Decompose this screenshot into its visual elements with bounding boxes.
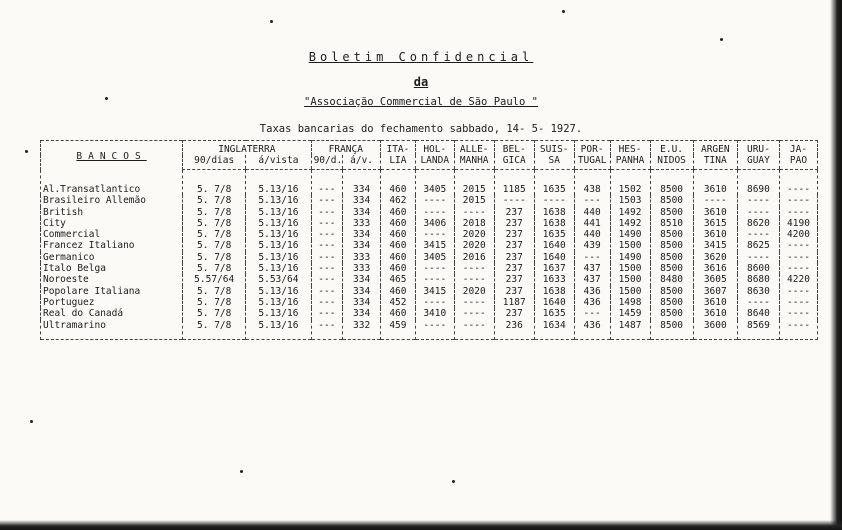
scan-speck [720,38,723,41]
rate-cell: 8500 [650,252,693,263]
rate-cell: 3415 [693,240,737,251]
header-portugal-2: TUGAL [574,155,610,170]
rate-cell: 8500 [650,207,693,218]
rate-cell: ---- [494,195,534,206]
rate-cell: 440 [574,207,610,218]
header-uruguay: URU- [737,141,779,156]
rate-cell: --- [311,274,343,285]
rate-cell: 2016 [454,252,494,263]
rate-cell: 452 [381,297,416,308]
rate-cell: --- [574,308,610,319]
bank-name: Popolare Italiana [41,286,183,297]
table-row [41,195,818,206]
table-row [41,263,818,274]
rate-cell: --- [574,252,610,263]
bank-name: Brasileiro Allemão [41,195,183,206]
bank-name: Italo Belga [41,263,183,274]
rate-cell: --- [311,218,343,229]
rate-cell: 5. 7/8 [183,218,246,229]
header-suissa-2: SA [534,155,574,170]
rate-cell: 1640 [534,252,574,263]
rate-cell: 237 [494,252,534,263]
rate-cell: 1635 [534,229,574,240]
rate-cell: ---- [415,297,454,308]
rate-cell: 3620 [693,252,737,263]
rate-cell: ---- [415,207,454,218]
rate-cell: 3610 [693,297,737,308]
rate-cell: 460 [381,308,416,319]
rate-cell: 460 [381,286,416,297]
rate-cell: 2020 [454,229,494,240]
header-belgica: BEL- [494,141,534,156]
rate-cell: 2018 [454,218,494,229]
rate-cell: --- [311,286,343,297]
rate-cell: 333 [343,252,381,263]
rate-cell: 1638 [534,207,574,218]
rate-cell: 333 [343,263,381,274]
scan-speck [30,420,33,423]
rate-cell: 5. 7/8 [183,170,246,196]
rate-cell: 1635 [534,308,574,319]
rate-cell: 3600 [693,320,737,340]
subheader-ing-90: 90/dias [183,155,246,170]
rate-cell: 4200 [779,229,817,240]
rate-cell: 439 [574,240,610,251]
rate-cell: 8680 [737,274,779,285]
rate-cell: ---- [779,195,817,206]
scan-speck [240,470,243,473]
rate-cell: 1185 [494,170,534,196]
rate-cell: 5.13/16 [246,286,311,297]
subheader-ing-vista: á/vista [246,155,311,170]
table-row [41,240,818,251]
scan-speck [270,20,273,23]
rate-cell: ---- [415,195,454,206]
rate-cell: 334 [343,229,381,240]
rate-cell: 334 [343,286,381,297]
rate-cell: 237 [494,308,534,319]
header-italia: ITA- [381,141,416,156]
rate-cell: 8510 [650,218,693,229]
header-allemanha-2: MANHA [454,155,494,170]
rate-cell: 8630 [737,286,779,297]
rate-cell: --- [311,308,343,319]
header-allemanha: ALLE- [454,141,494,156]
rate-cell: 3415 [415,286,454,297]
rate-cell: 460 [381,240,416,251]
scan-speck [452,480,455,483]
table-row [41,252,818,263]
bank-name: Al.Transatlantico [41,170,183,196]
rate-cell: 334 [343,308,381,319]
rate-cell: 437 [574,274,610,285]
rate-cell: ---- [737,195,779,206]
rate-cell: 1498 [610,297,650,308]
rate-cell: 1634 [534,320,574,340]
rate-cell: --- [311,170,343,196]
rate-cell: 334 [343,297,381,308]
table-row [41,308,818,319]
rate-cell: 460 [381,170,416,196]
rate-cell: ---- [415,320,454,340]
rate-cell: 1503 [610,195,650,206]
bank-name: City [41,218,183,229]
association-name: "Associação Commercial de São Paulo " [304,96,538,108]
rate-cell: ---- [779,252,817,263]
header-eu-2: NIDOS [650,155,693,170]
rate-cell: 441 [574,218,610,229]
rate-cell: 4190 [779,218,817,229]
rate-cell: 1500 [610,286,650,297]
rate-cell: 8500 [650,320,693,340]
rate-cell: 236 [494,320,534,340]
rate-cell: ---- [415,263,454,274]
rate-cell: 4220 [779,274,817,285]
rate-cell: 5.13/16 [246,240,311,251]
rate-cell: 237 [494,286,534,297]
header-belgica-2: GICA [494,155,534,170]
rate-cell: --- [311,252,343,263]
rate-cell: 3610 [693,207,737,218]
header-uruguay-2: GUAY [737,155,779,170]
rate-cell: 8480 [650,274,693,285]
bank-name: Ultramarino [41,320,183,340]
rate-cell: --- [311,240,343,251]
rate-cell: 5. 7/8 [183,263,246,274]
rate-cell: 5. 7/8 [183,286,246,297]
scan-speck [25,150,28,153]
rate-cell: ---- [454,263,494,274]
rate-cell: 1638 [534,218,574,229]
rate-cell: 333 [343,218,381,229]
rate-cell: 460 [381,263,416,274]
table-row [41,297,818,308]
rate-cell: 3605 [693,274,737,285]
rate-cell: 1633 [534,274,574,285]
rate-cell: ---- [779,170,817,196]
scan-speck [562,10,565,13]
rate-cell: 8569 [737,320,779,340]
rate-cell: 5.13/16 [246,229,311,240]
rate-cell: 8500 [650,229,693,240]
rate-cell: 237 [494,218,534,229]
rate-cell: 5.13/16 [246,218,311,229]
rate-cell: --- [574,195,610,206]
rate-cell: 3616 [693,263,737,274]
header-hollanda: HOL- [415,141,454,156]
rate-cell: 1492 [610,207,650,218]
rate-cell: 5.13/16 [246,207,311,218]
rate-cell: 5.13/16 [246,297,311,308]
rate-cell: 332 [343,320,381,340]
rate-cell: 460 [381,207,416,218]
rate-cell: 3405 [415,170,454,196]
rate-cell: 1490 [610,229,650,240]
rate-cell: 1459 [610,308,650,319]
rate-cell: ---- [779,263,817,274]
bank-name: Noroeste [41,274,183,285]
rate-cell: 334 [343,195,381,206]
rate-cell: 459 [381,320,416,340]
rate-cell: 3610 [693,229,737,240]
rate-cell: ---- [415,229,454,240]
rate-cell: 462 [381,195,416,206]
rate-cell: 3406 [415,218,454,229]
subheader-franca-90: 90/d. [311,155,343,170]
rate-cell: 8625 [737,240,779,251]
header-suissa: SUIS- [534,141,574,156]
rate-cell: 3610 [693,170,737,196]
rate-cell: 334 [343,170,381,196]
rate-cell: 5.13/16 [246,320,311,340]
rate-cell: 460 [381,229,416,240]
header-japao-2: PÃO [779,155,817,170]
rate-cell: ---- [454,297,494,308]
header-argentina-2: TINA [693,155,737,170]
rate-cell: 5. 7/8 [183,207,246,218]
rate-cell: 2020 [454,240,494,251]
rate-cell: 1187 [494,297,534,308]
rate-cell: ---- [779,308,817,319]
header-argentina: ARGEN [693,141,737,156]
rate-cell: 8500 [650,297,693,308]
rate-cell: ---- [737,252,779,263]
table-row [41,320,818,340]
rate-cell: 3415 [415,240,454,251]
rate-cell: 1500 [610,263,650,274]
rate-cell: 465 [381,274,416,285]
header-italia-2: LIA [381,155,416,170]
rate-cell: 237 [494,263,534,274]
bank-name: Commercial [41,229,183,240]
header-franca: FRANÇA [311,141,380,156]
header-inglaterra: INGLATERRA [183,141,311,156]
exchange-rates-table [40,140,818,340]
rate-cell: 5.13/16 [246,195,311,206]
bulletin-connector: da [413,75,429,89]
rate-cell: 8500 [650,308,693,319]
rate-cell: 1490 [610,252,650,263]
rate-cell: 436 [574,286,610,297]
rate-cell: --- [311,320,343,340]
rate-cell: 436 [574,297,610,308]
rate-cell: ---- [454,308,494,319]
rate-cell: ---- [454,320,494,340]
rate-cell: 8500 [650,170,693,196]
rate-cell: 8640 [737,308,779,319]
rate-cell: 334 [343,274,381,285]
header-portugal: POR- [574,141,610,156]
rate-cell: ---- [779,286,817,297]
rate-cell: 5. 7/8 [183,320,246,340]
rate-cell: --- [311,229,343,240]
rate-cell: 237 [494,274,534,285]
rate-cell: ---- [779,320,817,340]
rate-cell: 1500 [610,240,650,251]
rate-cell: 2015 [454,195,494,206]
table-row [41,274,818,285]
rate-cell: 2020 [454,286,494,297]
rate-cell: --- [311,263,343,274]
rate-cell: ---- [779,297,817,308]
rate-cell: --- [311,195,343,206]
rate-cell: 8500 [650,195,693,206]
rate-cell: 334 [343,207,381,218]
rate-cell: 8620 [737,218,779,229]
rate-cell: ---- [779,207,817,218]
rate-cell: 437 [574,263,610,274]
rate-cell: 3610 [693,308,737,319]
subheader-franca-vista: á/v. [343,155,381,170]
header-eu: E.U. [650,141,693,156]
rate-cell: 5.13/16 [246,308,311,319]
header-hespanha: HES- [610,141,650,156]
rate-cell: --- [311,297,343,308]
rate-cell: 436 [574,320,610,340]
rate-cell: 2015 [454,170,494,196]
rate-cell: 334 [343,240,381,251]
rate-cell: 5.13/16 [246,252,311,263]
rate-cell: 8500 [650,240,693,251]
rate-cell: ---- [737,207,779,218]
table-row [41,286,818,297]
table-row [41,229,818,240]
table-row [41,207,818,218]
table-row [41,170,818,196]
rate-cell: 5. 7/8 [183,252,246,263]
rate-cell: 460 [381,218,416,229]
rate-cell: ---- [454,274,494,285]
rate-cell: 5.53/64 [246,274,311,285]
rate-cell: --- [311,207,343,218]
bank-name: Real do Canadá [41,308,183,319]
bank-name: British [41,207,183,218]
bank-name: Francez Italiano [41,240,183,251]
bank-name: Germanico [41,252,183,263]
rate-cell: 5.57/64 [183,274,246,285]
rates-subtitle: Taxas bancarias do fechamento sabbado, 14- 5- 1927. [259,123,583,135]
rate-cell: 1638 [534,286,574,297]
rate-cell: 1500 [610,274,650,285]
header-hollanda-2: LANDA [415,155,454,170]
rate-cell: ---- [454,207,494,218]
rate-cell: 5. 7/8 [183,240,246,251]
rate-cell: 3615 [693,218,737,229]
bank-name: Portuguez [41,297,183,308]
rate-cell: ---- [415,274,454,285]
scan-edge-bottom [0,520,842,530]
rate-cell: 438 [574,170,610,196]
banks-header: BANCOS [41,141,183,170]
rate-cell: 8690 [737,170,779,196]
header-hespanha-2: PANHA [610,155,650,170]
rate-cell: 1487 [610,320,650,340]
rate-cell: 3607 [693,286,737,297]
rate-cell: 440 [574,229,610,240]
rate-cell: 1502 [610,170,650,196]
bulletin-title: Boletim Confidencial [308,50,534,64]
table-row [41,218,818,229]
rate-cell: 1492 [610,218,650,229]
rate-cell: 8600 [737,263,779,274]
rate-cell: 5. 7/8 [183,297,246,308]
rate-cell: 5.13/16 [246,263,311,274]
rate-cell: ---- [534,195,574,206]
rate-cell: ---- [737,297,779,308]
rate-cell: 1640 [534,240,574,251]
rate-cell: ---- [737,229,779,240]
rate-cell: ---- [779,240,817,251]
rate-cell: 237 [494,229,534,240]
rate-cell: 5. 7/8 [183,308,246,319]
rate-cell: 1635 [534,170,574,196]
rate-cell: 8500 [650,286,693,297]
rate-cell: 5. 7/8 [183,229,246,240]
rate-cell: 5.13/16 [246,170,311,196]
header-row-groups [41,141,818,156]
rate-cell: 8500 [650,263,693,274]
rate-cell: 460 [381,252,416,263]
rate-cell: 3410 [415,308,454,319]
rate-cell: 1640 [534,297,574,308]
rate-cell: 3405 [415,252,454,263]
rate-cell: 237 [494,207,534,218]
rate-cell: 237 [494,240,534,251]
rate-cell: ---- [693,195,737,206]
rate-cell: 5. 7/8 [183,195,246,206]
rate-cell: 1637 [534,263,574,274]
header-japao: JA- [779,141,817,156]
